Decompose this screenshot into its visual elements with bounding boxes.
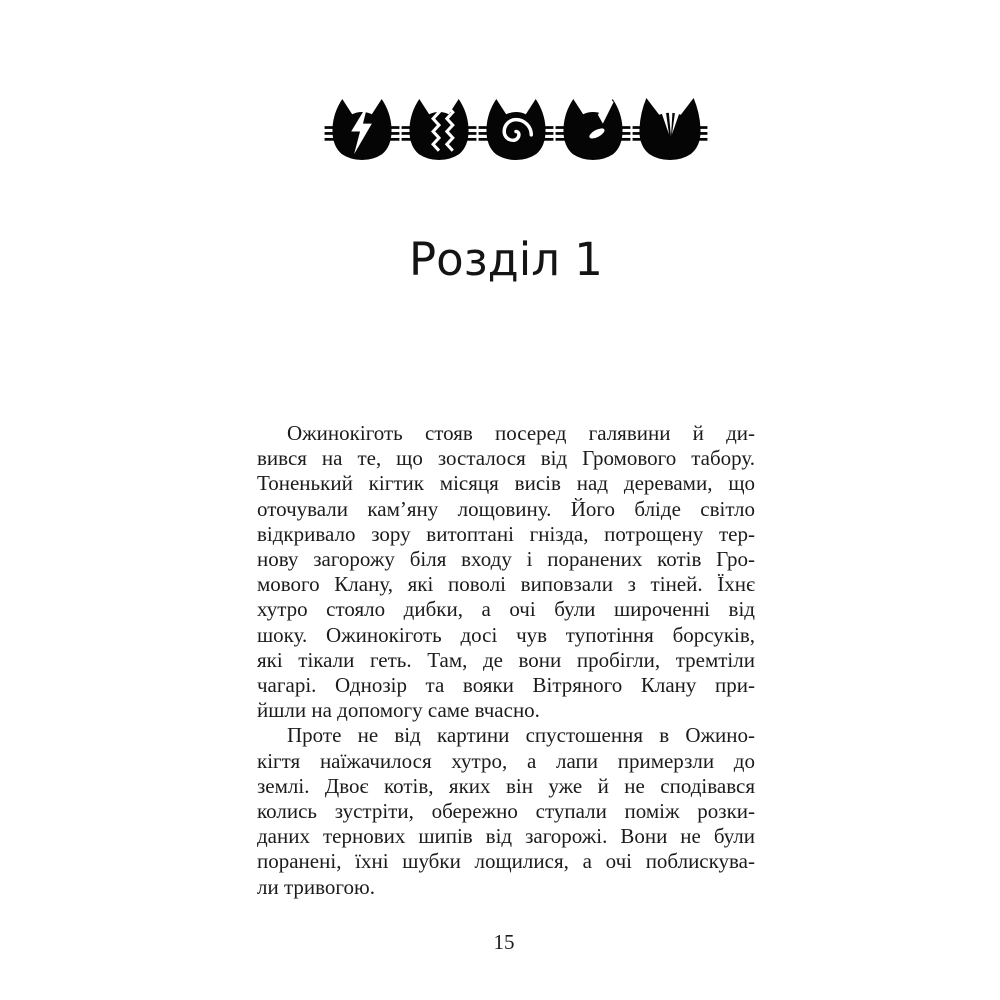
text-line: кігтя наїжачилося хутро, а лапи примерзли до: [257, 748, 755, 773]
cat-spiral-icon: [478, 97, 554, 162]
text-line: Проте не від картини спустошення в Ожино-: [287, 723, 755, 748]
text-line: відкривало зору витоптані гнізда, потрощену тер-: [257, 521, 755, 546]
text-line: нову загорожу біля входу і поранених котів Гро-: [257, 547, 755, 572]
text-line: землі. Двоє котів, яких він уже й не сподівався: [257, 773, 755, 798]
text-line: вився на те, що зосталося від Громового табору.: [257, 446, 755, 471]
clan-cat-icons-row: [16, 97, 1000, 162]
cat-lightning-icon: [324, 97, 400, 162]
page-number: 15: [493, 930, 515, 954]
body-text: [257, 421, 755, 900]
text-line: Тоненький кігтик місяця висів над деревами, що: [257, 471, 755, 496]
text-line: чагарі. Однозір та вояки Вітряного Клану при-: [257, 673, 755, 698]
text-line: Ожинокіготь стояв посеред галявини й ди-: [287, 421, 755, 445]
text-line: мового Клану, які поволі виповзали з тіней. Їхнє: [257, 572, 755, 597]
cat-leaf-icon: [555, 97, 631, 162]
text-line: йшли на допомогу саме вчасно.: [257, 698, 540, 723]
text-line: шоку. Ожинокіготь досі чув тупотіння борсуків,: [257, 622, 755, 647]
text-line: колись зустріти, обережно ступали поміж розки-: [257, 799, 755, 824]
chapter-title: Розділ 1: [409, 233, 603, 287]
text-line: поранені, їхні шубки лощилися, а очі поблискува-: [257, 849, 755, 874]
text-line: даних тернових шипів від загорожі. Вони не були: [257, 824, 755, 849]
text-line: які тікали геть. Там, де вони пробігли, тремтіли: [257, 647, 755, 672]
text-line: хутро стояло дибки, а очі були широченні від: [257, 597, 755, 622]
text-line: оточували кам’яну лощовину. Його бліде світло: [257, 496, 755, 521]
text-line: ли тривогою.: [257, 874, 375, 899]
cat-waves-icon: [401, 97, 477, 162]
cat-claws-icon: [632, 97, 708, 162]
